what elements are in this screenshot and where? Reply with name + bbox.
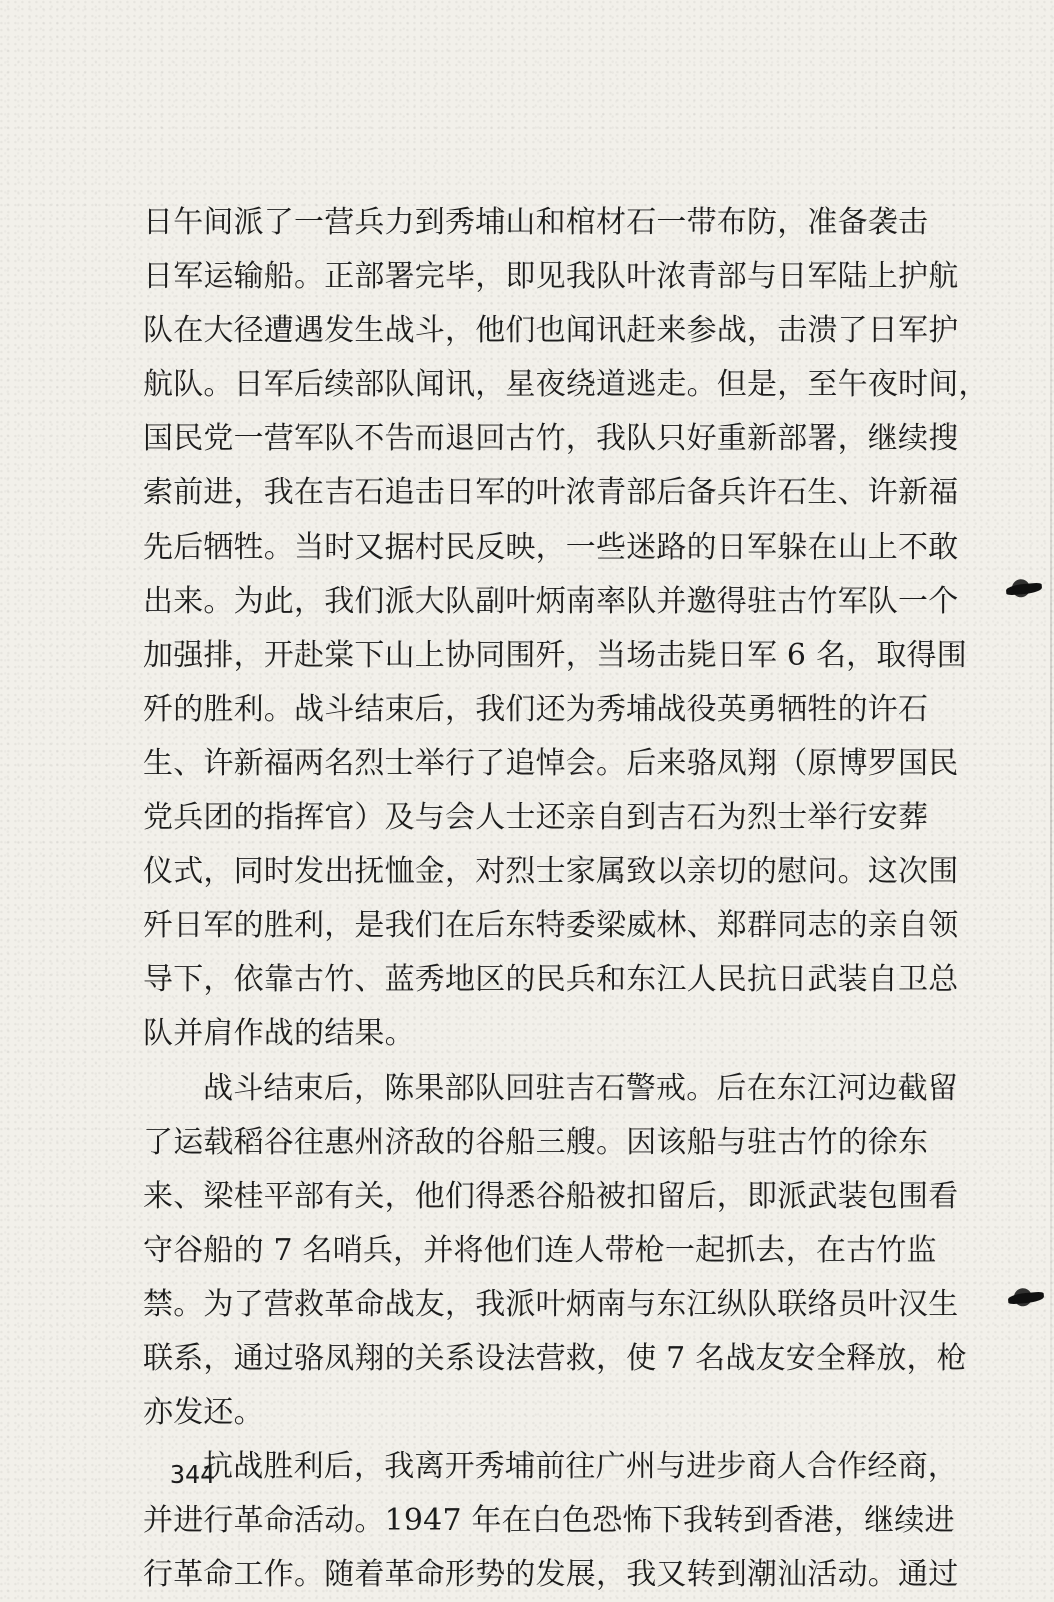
- text-line: 党兵团的指挥官）及与会人士还亲自到吉石为烈士举行安葬: [143, 800, 929, 836]
- text-line: 日午间派了一营兵力到秀埔山和棺材石一带布防，准备袭击: [143, 205, 929, 240]
- body-text: [143, 196, 989, 1602]
- text-line: 队并肩作战的结果。: [143, 1016, 415, 1052]
- text-line: 仪式，同时发出抚恤金，对烈士家属致以亲切的慰问。这次围: [143, 854, 959, 890]
- text-line: 国民党一营军队不告而退回古竹，我队只好重新部署，继续搜: [143, 421, 959, 457]
- paragraph-start-line: 战斗结束后，陈果部队回驻吉石警戒。后在东江河边截留: [203, 1070, 958, 1106]
- ink-blot-mark: [1006, 582, 1043, 595]
- text-line: 航队。日军后续部队闻讯，星夜绕道逃走。但是，至午夜时间，: [143, 367, 989, 403]
- text-line: 生、许新福两名烈士举行了追悼会。后来骆凤翔（原博罗国民: [143, 745, 959, 781]
- ink-blot-mark: [1008, 1291, 1045, 1304]
- text-line: 行革命工作。随着革命形势的发展，我又转到潮汕活动。通过: [143, 1557, 959, 1593]
- text-line: 日军运输船。正部署完毕，即见我队叶浓青部与日军陆上护航: [143, 259, 959, 295]
- text-line: 队在大径遭遇发生战斗，他们也闻讯赶来参战，击溃了日军护: [143, 313, 959, 349]
- text-line: 歼日军的胜利，是我们在后东特委梁威林、郑群同志的亲自领: [143, 908, 959, 944]
- paragraph-start-line: 抗战胜利后，我离开秀埔前往广州与进步商人合作经商，: [203, 1449, 958, 1485]
- text-line: 了运载稻谷往惠州济敌的谷船三艘。因该船与驻古竹的徐东: [143, 1124, 929, 1160]
- page-number: 344: [170, 1460, 216, 1489]
- text-line: 联系，通过骆凤翔的关系设法营救，使 7 名战友安全释放，枪: [143, 1340, 967, 1376]
- text-line: 导下，依靠古竹、蓝秀地区的民兵和东江人民抗日武装自卫总: [143, 962, 959, 998]
- text-line: 禁。为了营救革命战友，我派叶炳南与东江纵队联络员叶汉生: [143, 1286, 959, 1322]
- text-line: 来、梁桂平部有关，他们得悉谷船被扣留后，即派武装包围看: [143, 1178, 959, 1214]
- text-line: 守谷船的 7 名哨兵，并将他们连人带枪一起抓去，在古竹监: [143, 1232, 937, 1268]
- text-line: 歼的胜利。战斗结束后，我们还为秀埔战役英勇牺牲的许石: [143, 691, 929, 727]
- text-line: 索前进，我在吉石追击日军的叶浓青部后备兵许石生、许新福: [143, 475, 959, 511]
- page-edge-shadow: [1050, 20, 1052, 1560]
- text-line: 亦发还。: [143, 1395, 264, 1431]
- text-line: 加强排，开赴棠下山上协同围歼，当场击毙日军 6 名，取得围: [143, 637, 967, 673]
- text-line: 先后牺牲。当时又据村民反映，一些迷路的日军躲在山上不敢: [143, 529, 959, 565]
- text-line: 并进行革命活动。1947 年在白色恐怖下我转到香港，继续进: [143, 1503, 955, 1539]
- text-line: 出来。为此，我们派大队副叶炳南率队并邀得驻古竹军队一个: [143, 583, 959, 619]
